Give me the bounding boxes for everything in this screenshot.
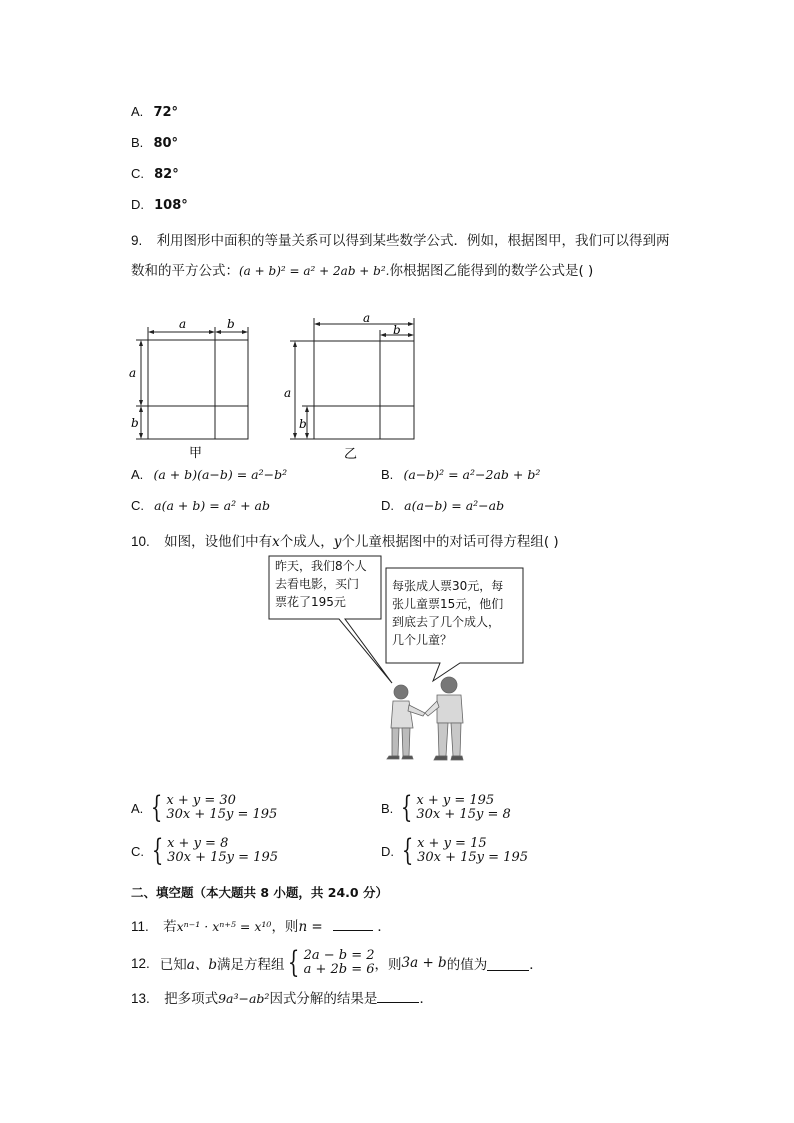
q10-stem: 10. 如图，设他们中有x个成人，y个儿童根据图中的对话可得方程组( ) bbox=[131, 534, 559, 550]
q13: 13. 把多项式9a³−ab²因式分解的结果是 ． bbox=[131, 987, 433, 1007]
option-c: C. 82° bbox=[131, 166, 179, 182]
q9-option-d: D. a(a−b) = a²−ab bbox=[381, 498, 505, 513]
yi-label-b-side: b bbox=[299, 417, 307, 431]
jia-label-b-side: b bbox=[131, 416, 139, 430]
q9-option-c: C. a(a + b) = a² + ab bbox=[131, 498, 270, 513]
bubble-right-text: 每张成人票30元，每 张儿童票15元，他们 到底去了几个成人， 几个儿童？ bbox=[392, 579, 504, 647]
q12: 12. 已知 a、b 满足方程组 { 2a − b = 2 a + 2b = 6 ，则 3a + b 的值为 ． bbox=[131, 945, 543, 980]
q9-line1: 9. 利用图形中面积的等量关系可以得到某些数学公式．例如，根据图甲，我们可以得到两 bbox=[131, 233, 670, 249]
q10-option-d: D. { x + y = 15 30x + 15y = 195 bbox=[381, 833, 528, 868]
bubble-left-text: 昨天，我们8个人 去看电影，买门 票花了195元 bbox=[275, 559, 367, 609]
q9-line2: 数和的平方公式：(a + b)² = a² + 2ab + b².你根据图乙能得到的数学公式是( ) bbox=[131, 263, 594, 279]
q11-answer-blank[interactable] bbox=[333, 930, 373, 931]
q10-option-a: A. { x + y = 30 30x + 15y = 195 bbox=[131, 790, 278, 825]
q9-option-b: B. (a−b)² = a²−2ab + b² bbox=[381, 467, 541, 482]
jia-label-a-side: a bbox=[129, 366, 137, 380]
yi-label-a-top: a bbox=[363, 311, 371, 325]
q10-option-c: C. { x + y = 8 30x + 15y = 195 bbox=[131, 833, 278, 868]
option-a: A. 72° bbox=[131, 104, 179, 120]
option-d: D. 108° bbox=[131, 197, 188, 213]
q10-option-b: B. { x + y = 195 30x + 15y = 8 bbox=[381, 790, 511, 825]
yi-label-b-top: b bbox=[393, 323, 401, 337]
figure-jia bbox=[125, 315, 255, 465]
option-b: B. 80° bbox=[131, 135, 179, 151]
q12-answer-blank[interactable] bbox=[487, 956, 529, 971]
q13-answer-blank[interactable] bbox=[377, 988, 419, 1003]
child-figure-icon bbox=[387, 685, 425, 759]
figure-yi bbox=[280, 308, 420, 468]
yi-caption: 乙 bbox=[344, 447, 358, 462]
jia-label-b-top: b bbox=[227, 317, 235, 331]
q9-option-a: A. (a + b)(a−b) = a²−b² bbox=[131, 467, 288, 482]
yi-label-a-side: a bbox=[284, 386, 292, 400]
jia-caption: 甲 bbox=[189, 446, 203, 461]
section-title-fill-blank: 二、填空题（本大题共 8 小题，共 24.0 分） bbox=[131, 885, 388, 900]
q11: 11. 若xⁿ⁻¹ · xⁿ⁺⁵ = x¹⁰，则n = ． bbox=[131, 919, 391, 935]
jia-label-a-top: a bbox=[179, 317, 187, 331]
adult-figure-icon bbox=[425, 677, 463, 760]
